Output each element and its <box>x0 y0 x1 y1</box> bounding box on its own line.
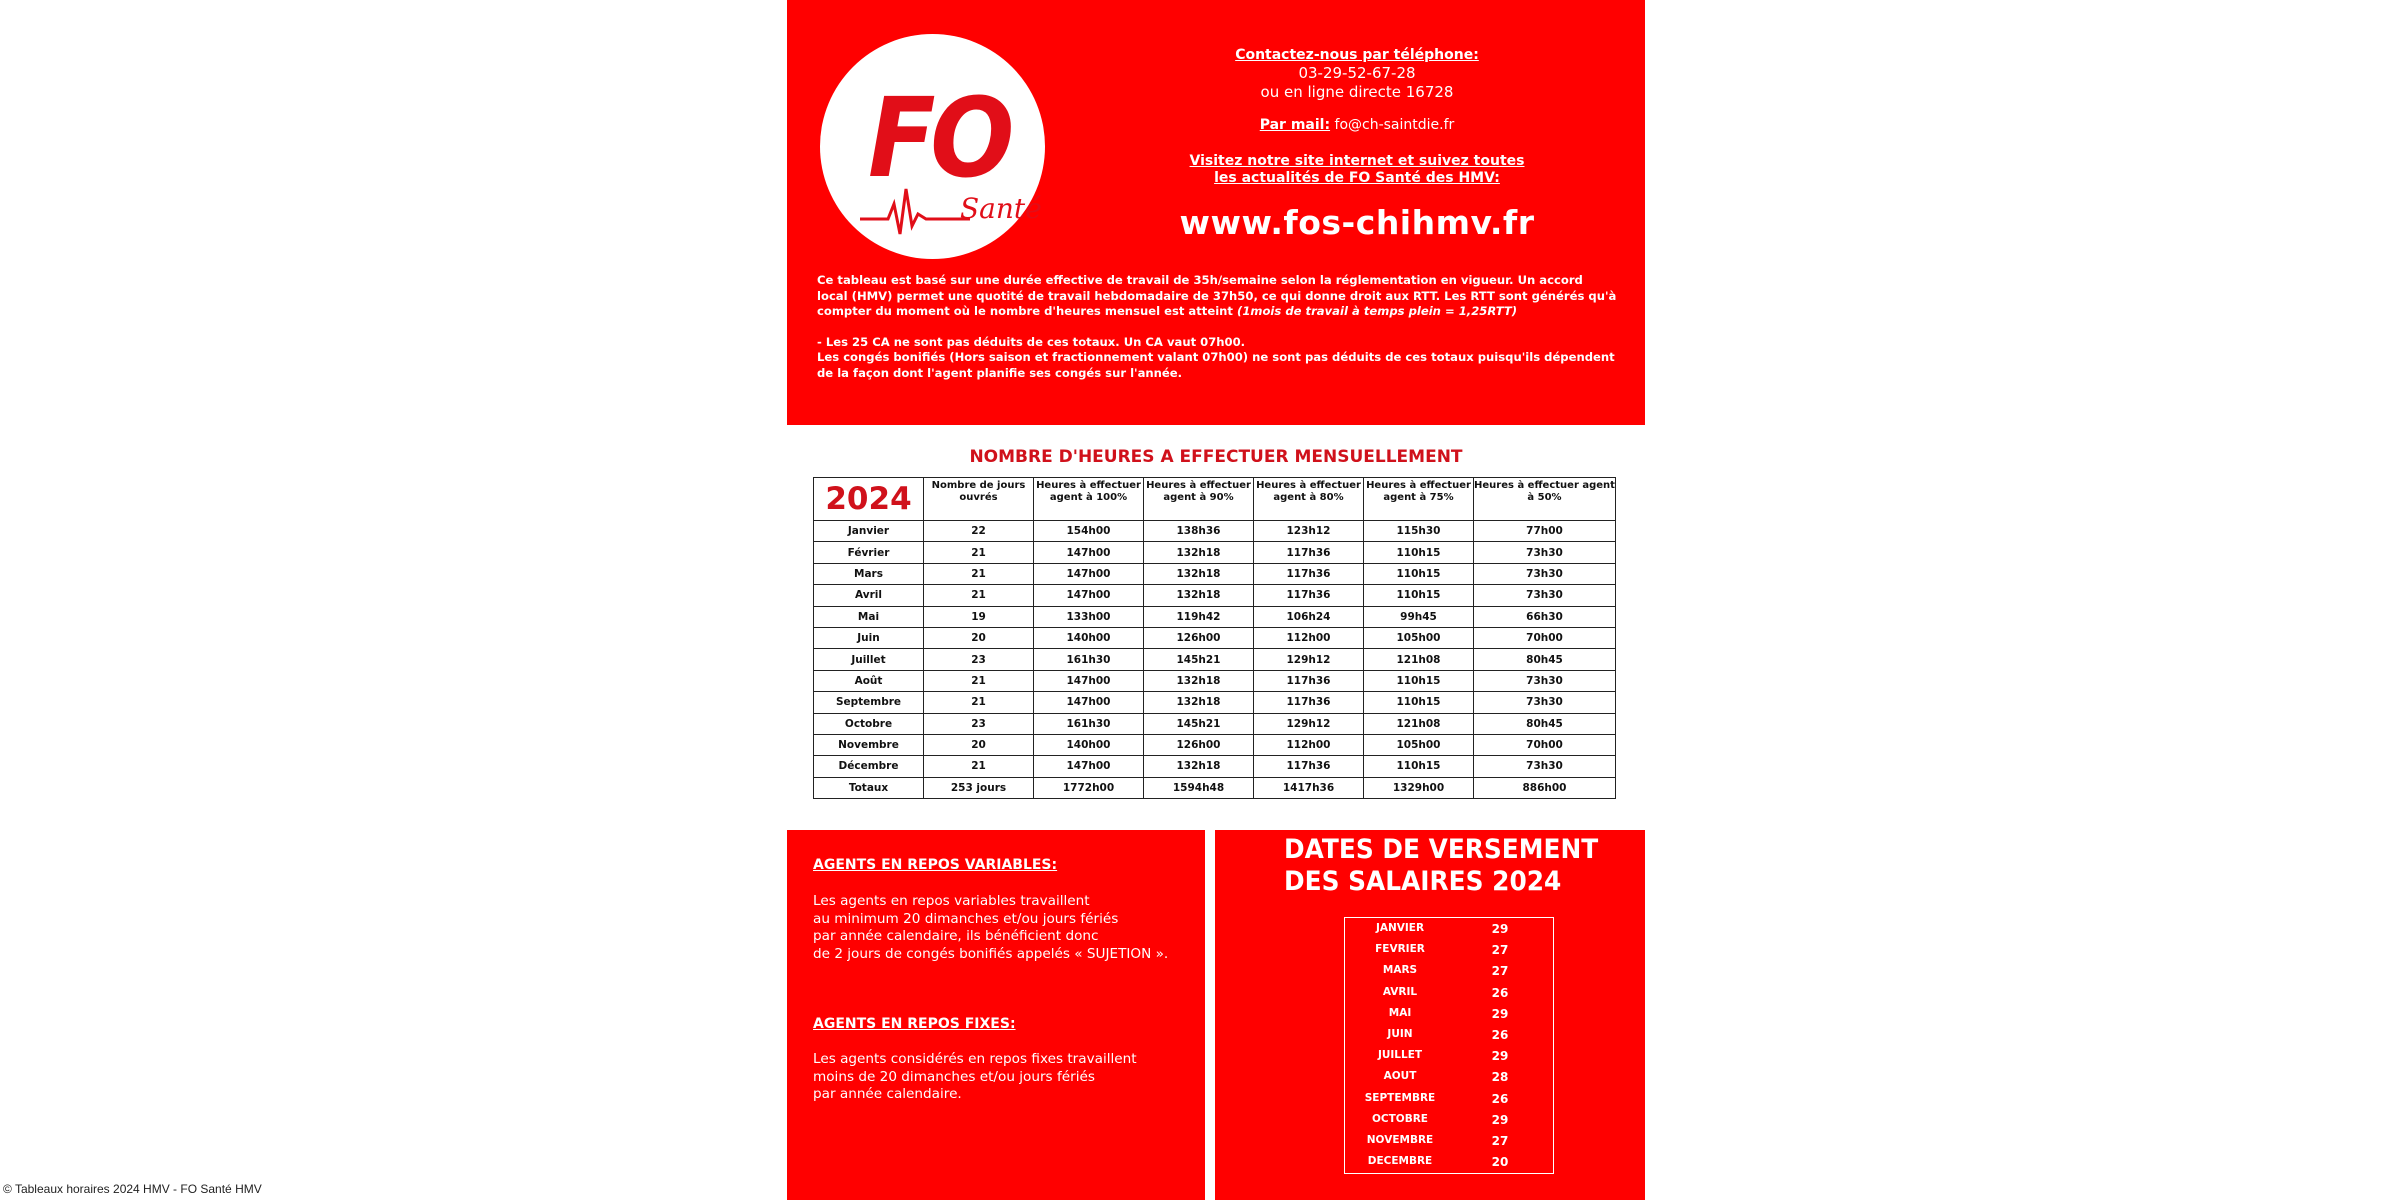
repos-panel <box>787 830 1205 1200</box>
value-cell: 1594h48 <box>1144 777 1254 798</box>
intro-paragraph-1 <box>817 273 1617 320</box>
value-cell: 1772h00 <box>1034 777 1144 798</box>
value-cell: 145h21 <box>1144 649 1254 670</box>
month-cell: Juillet <box>814 649 924 670</box>
salaire-row <box>1345 1028 1553 1049</box>
contact-phone: 03-29-52-67-28 <box>1298 64 1416 82</box>
value-cell: 147h00 <box>1034 692 1144 713</box>
table-row <box>814 777 1616 798</box>
salaire-month: SEPTEMBRE <box>1364 1091 1436 1104</box>
salaire-day: 27 <box>1491 964 1509 979</box>
intro-paragraph-2: - Les 25 CA ne sont pas déduits de ces totaux. Un CA vaut 07h00. <box>817 335 1246 349</box>
repos-variables-title: AGENTS EN REPOS VARIABLES: <box>813 857 1058 873</box>
repos-variables-text <box>813 893 1168 963</box>
salaire-day: 26 <box>1491 1028 1509 1042</box>
value-cell: 110h15 <box>1364 585 1474 606</box>
value-cell: 73h30 <box>1474 542 1616 563</box>
month-cell: Totaux <box>814 777 924 798</box>
value-cell: 132h18 <box>1144 692 1254 713</box>
value-cell: 121h08 <box>1364 713 1474 734</box>
salaire-day: 26 <box>1491 1091 1509 1106</box>
value-cell: 129h12 <box>1254 713 1364 734</box>
value-cell: 147h00 <box>1034 670 1144 691</box>
salaire-day: 29 <box>1491 1049 1509 1064</box>
month-cell: Août <box>814 670 924 691</box>
value-cell: 110h15 <box>1364 563 1474 584</box>
value-cell: 23 <box>924 713 1034 734</box>
salaire-row <box>1345 986 1553 1007</box>
footer-caption: © Tableaux horaires 2024 HMV - FO Santé HMV <box>3 1182 262 1196</box>
salaire-month: FEVRIER <box>1375 943 1425 956</box>
salaire-month: JUIN <box>1387 1028 1413 1040</box>
value-cell: 112h00 <box>1254 734 1364 755</box>
value-cell: 126h00 <box>1144 627 1254 648</box>
value-cell: 73h30 <box>1474 585 1616 606</box>
header-panel <box>787 0 1645 425</box>
value-cell: 21 <box>924 756 1034 777</box>
month-cell: Juin <box>814 627 924 648</box>
value-cell: 126h00 <box>1144 734 1254 755</box>
value-cell: 117h36 <box>1254 563 1364 584</box>
value-cell: 161h30 <box>1034 713 1144 734</box>
salaire-month: DECEMBRE <box>1367 1155 1433 1168</box>
value-cell: 70h00 <box>1474 627 1616 648</box>
salaire-row <box>1345 1049 1553 1070</box>
salaire-row <box>1345 1134 1553 1155</box>
salaire-month: MAI <box>1388 1006 1412 1019</box>
visit-text-line2: les actualités de FO Santé des HMV: <box>1214 170 1500 186</box>
column-header: Heures à effectuer agent à 50% <box>1474 478 1616 521</box>
repos-fixes-text <box>813 1051 1137 1104</box>
repos-line: par année calendaire. <box>813 1086 962 1102</box>
contact-phone-label: Contactez-nous par téléphone: <box>1235 47 1479 63</box>
repos-line: de 2 jours de congés bonifiés appelés « SUJETION ». <box>813 945 1169 962</box>
value-cell: 77h00 <box>1474 521 1616 542</box>
mail-label: Par mail: <box>1259 117 1331 133</box>
value-cell: 73h30 <box>1474 692 1616 713</box>
table-body <box>814 521 1616 799</box>
salaire-day: 27 <box>1491 1134 1509 1148</box>
value-cell: 21 <box>924 563 1034 584</box>
table-row <box>814 563 1616 584</box>
salaire-day: 27 <box>1491 943 1509 958</box>
value-cell: 106h24 <box>1254 606 1364 627</box>
column-header: Heures à effectuer agent à 100% <box>1034 478 1144 521</box>
value-cell: 99h45 <box>1364 606 1474 627</box>
value-cell: 117h36 <box>1254 585 1364 606</box>
salaire-row <box>1345 1113 1553 1134</box>
salaire-row <box>1345 964 1553 985</box>
salaires-title-line1: DATES DE VERSEMENT <box>1284 834 1599 865</box>
value-cell: 22 <box>924 521 1034 542</box>
salaire-day: 29 <box>1491 1112 1509 1127</box>
month-cell: Avril <box>814 585 924 606</box>
table-row <box>814 734 1616 755</box>
salaire-month: AOUT <box>1383 1070 1417 1083</box>
value-cell: 73h30 <box>1474 670 1616 691</box>
value-cell: 117h36 <box>1254 756 1364 777</box>
salaire-day: 28 <box>1491 1070 1509 1085</box>
value-cell: 117h36 <box>1254 670 1364 691</box>
value-cell: 105h00 <box>1364 627 1474 648</box>
value-cell: 129h12 <box>1254 649 1364 670</box>
value-cell: 147h00 <box>1034 542 1144 563</box>
column-header: Heures à effectuer agent à 75% <box>1364 478 1474 521</box>
repos-line: au minimum 20 dimanches et/ou jours fériés <box>813 910 1119 927</box>
month-cell: Février <box>814 542 924 563</box>
table-row <box>814 542 1616 563</box>
value-cell: 132h18 <box>1144 563 1254 584</box>
value-cell: 253 jours <box>924 777 1034 798</box>
month-cell: Mai <box>814 606 924 627</box>
month-cell: Octobre <box>814 713 924 734</box>
table-row <box>814 521 1616 542</box>
table-row <box>814 606 1616 627</box>
contact-mail <box>1117 117 1597 133</box>
value-cell: 140h00 <box>1034 627 1144 648</box>
value-cell: 147h00 <box>1034 756 1144 777</box>
value-cell: 132h18 <box>1144 585 1254 606</box>
value-cell: 73h30 <box>1474 563 1616 584</box>
month-cell: Novembre <box>814 734 924 755</box>
salaire-month: AVRIL <box>1382 985 1418 998</box>
value-cell: 121h08 <box>1364 649 1474 670</box>
month-cell: Mars <box>814 563 924 584</box>
value-cell: 110h15 <box>1364 670 1474 691</box>
salaire-row <box>1345 1007 1553 1028</box>
repos-fixes-title: AGENTS EN REPOS FIXES: <box>813 1016 1016 1032</box>
table-header-row <box>814 478 1616 521</box>
logo-fo-text: FO <box>868 74 1009 202</box>
table-row <box>814 585 1616 606</box>
value-cell: 21 <box>924 585 1034 606</box>
salaire-row <box>1345 1070 1553 1091</box>
salaire-row <box>1345 1155 1553 1176</box>
visit-text-line1: Visitez notre site internet et suivez toutes <box>1189 153 1525 169</box>
value-cell: 132h18 <box>1144 756 1254 777</box>
table-year: 2024 <box>814 478 924 521</box>
hours-table <box>813 477 1616 799</box>
salaire-month: NOVEMBRE <box>1366 1134 1434 1146</box>
month-cell: Janvier <box>814 521 924 542</box>
value-cell: 23 <box>924 649 1034 670</box>
heartbeat-icon <box>860 184 970 244</box>
salaires-table <box>1344 917 1554 1174</box>
value-cell: 110h15 <box>1364 542 1474 563</box>
repos-line: Les agents considérés en repos fixes travaillent <box>813 1051 1137 1067</box>
value-cell: 133h00 <box>1034 606 1144 627</box>
value-cell: 147h00 <box>1034 585 1144 606</box>
value-cell: 110h15 <box>1364 692 1474 713</box>
value-cell: 80h45 <box>1474 713 1616 734</box>
salaires-title <box>1284 834 1598 898</box>
table-title: NOMBRE D'HEURES A EFFECTUER MENSUELLEMENT <box>969 447 1463 467</box>
value-cell: 161h30 <box>1034 649 1144 670</box>
table-row <box>814 692 1616 713</box>
month-cell: Septembre <box>814 692 924 713</box>
value-cell: 138h36 <box>1144 521 1254 542</box>
value-cell: 119h42 <box>1144 606 1254 627</box>
salaires-title-line2: DES SALAIRES 2024 <box>1284 866 1562 897</box>
intro-paragraph-3: Les congés bonifiés (Hors saison et fractionnement valant 07h00) ne sont pas déduits de ces totaux puisqu'ils dépendent de la façon dont l'agent planifie ses congés sur l'année. <box>817 350 1615 380</box>
value-cell: 80h45 <box>1474 649 1616 670</box>
table-row <box>814 627 1616 648</box>
value-cell: 147h00 <box>1034 563 1144 584</box>
salaire-day: 20 <box>1491 1155 1509 1170</box>
salaire-row <box>1345 943 1553 964</box>
repos-line: Les agents en repos variables travaillent <box>813 893 1090 909</box>
value-cell: 21 <box>924 692 1034 713</box>
value-cell: 21 <box>924 542 1034 563</box>
value-cell: 110h15 <box>1364 756 1474 777</box>
table-row <box>814 670 1616 691</box>
value-cell: 115h30 <box>1364 521 1474 542</box>
value-cell: 117h36 <box>1254 542 1364 563</box>
value-cell: 154h00 <box>1034 521 1144 542</box>
document-sheet <box>787 0 1645 1200</box>
salaire-day: 29 <box>1491 922 1509 936</box>
value-cell: 66h30 <box>1474 606 1616 627</box>
contact-direct-line: ou en ligne directe 16728 <box>1260 83 1454 101</box>
salaire-row <box>1345 922 1553 943</box>
value-cell: 20 <box>924 627 1034 648</box>
fo-sante-logo <box>820 34 1045 259</box>
value-cell: 112h00 <box>1254 627 1364 648</box>
logo-sante-text: Santé <box>960 192 1042 225</box>
table-row <box>814 649 1616 670</box>
month-cell: Décembre <box>814 756 924 777</box>
value-cell: 73h30 <box>1474 756 1616 777</box>
salaire-month: JUILLET <box>1377 1049 1423 1062</box>
column-header: Heures à effectuer agent à 90% <box>1144 478 1254 521</box>
salaire-day: 26 <box>1491 985 1509 1000</box>
salaire-month: JANVIER <box>1375 922 1425 934</box>
value-cell: 132h18 <box>1144 542 1254 563</box>
intro-italic-note: (1mois de travail à temps plein = 1,25RTT) <box>1237 304 1518 318</box>
value-cell: 21 <box>924 670 1034 691</box>
value-cell: 1417h36 <box>1254 777 1364 798</box>
column-header: Nombre de jours ouvrés <box>924 478 1034 521</box>
value-cell: 132h18 <box>1144 670 1254 691</box>
value-cell: 117h36 <box>1254 692 1364 713</box>
value-cell: 20 <box>924 734 1034 755</box>
salaire-month: MARS <box>1382 964 1418 977</box>
value-cell: 1329h00 <box>1364 777 1474 798</box>
value-cell: 140h00 <box>1034 734 1144 755</box>
salaire-month: OCTOBRE <box>1372 1112 1428 1125</box>
column-header: Heures à effectuer agent à 80% <box>1254 478 1364 521</box>
website-link[interactable]: www.fos-chihmv.fr <box>1179 203 1535 242</box>
table-row <box>814 713 1616 734</box>
value-cell: 19 <box>924 606 1034 627</box>
mail-address[interactable]: fo@ch-saintdie.fr <box>1334 117 1455 133</box>
repos-line: moins de 20 dimanches et/ou jours fériés <box>813 1068 1095 1085</box>
value-cell: 123h12 <box>1254 521 1364 542</box>
table-row <box>814 756 1616 777</box>
value-cell: 70h00 <box>1474 734 1616 755</box>
repos-line: par année calendaire, ils bénéficient donc <box>813 928 1099 944</box>
salaire-row <box>1345 1092 1553 1113</box>
value-cell: 886h00 <box>1474 777 1616 798</box>
value-cell: 105h00 <box>1364 734 1474 755</box>
intro-text: Ce tableau est basé sur une durée effective de travail de 35h/semaine selon la réglementation en vigueur. Un accord local (HMV) permet une quotité de travail hebdomadaire de 37h50, ce qui donne droit aux RTT. Les RTT sont générés qu'à compter du moment où le nombre d'heures mensuel est atteint <box>817 273 1617 318</box>
salaire-day: 29 <box>1491 1006 1509 1021</box>
value-cell: 145h21 <box>1144 713 1254 734</box>
